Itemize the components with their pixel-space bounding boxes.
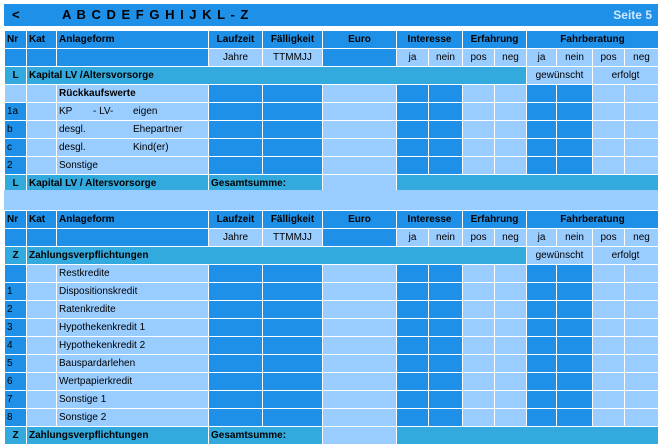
input-cell[interactable] xyxy=(557,373,593,391)
input-cell[interactable] xyxy=(495,409,527,427)
input-cell[interactable] xyxy=(625,409,659,427)
input-cell[interactable] xyxy=(527,337,557,355)
table-row xyxy=(5,319,659,337)
input-cell[interactable] xyxy=(463,103,495,121)
input-cell[interactable] xyxy=(323,355,397,373)
input-cell[interactable] xyxy=(527,157,557,175)
input-cell[interactable] xyxy=(209,373,263,391)
col-laufzeit: Laufzeit xyxy=(209,211,263,229)
input-cell[interactable] xyxy=(429,409,463,427)
input-cell[interactable] xyxy=(593,301,625,319)
letter-navigation-bar xyxy=(4,4,658,26)
row-kat-field[interactable] xyxy=(27,283,57,301)
input-cell[interactable] xyxy=(397,103,429,121)
sub-header-row xyxy=(5,229,659,247)
gesamtsumme-label: Gesamtsumme: xyxy=(209,175,323,193)
table-row xyxy=(5,121,659,139)
row-number: b xyxy=(5,121,27,139)
row-kat-field[interactable] xyxy=(27,319,57,337)
input-cell[interactable] xyxy=(463,301,495,319)
column-header-row xyxy=(5,211,659,229)
input-cell[interactable] xyxy=(209,103,263,121)
input-cell[interactable] xyxy=(593,265,625,283)
sub-header-row xyxy=(5,49,659,67)
input-cell[interactable] xyxy=(557,139,593,157)
input-cell[interactable] xyxy=(593,103,625,121)
row-label xyxy=(57,157,209,175)
input-cell[interactable] xyxy=(429,103,463,121)
input-cell[interactable] xyxy=(495,139,527,157)
input-cell[interactable] xyxy=(527,355,557,373)
input-cell[interactable] xyxy=(263,121,323,139)
row-label: Restkredite xyxy=(57,265,209,283)
previous-page-link[interactable]: < xyxy=(12,7,20,22)
input-cell[interactable] xyxy=(263,157,323,175)
input-cell[interactable] xyxy=(527,409,557,427)
section-code: Z xyxy=(5,247,27,265)
input-cell[interactable] xyxy=(527,103,557,121)
input-cell[interactable] xyxy=(593,157,625,175)
row-label: Sonstige 1 xyxy=(57,391,209,409)
table-row xyxy=(5,391,659,409)
col-kat: Kat xyxy=(27,31,57,49)
row-label: Dispositionskredit xyxy=(57,283,209,301)
row-label xyxy=(57,139,209,157)
row-label: Ratenkredite xyxy=(57,301,209,319)
input-cell[interactable] xyxy=(263,319,323,337)
col-erfahrung: Erfahrung xyxy=(463,31,527,49)
section-total-row xyxy=(5,427,659,445)
col-interesse: Interesse xyxy=(397,31,463,49)
input-cell[interactable] xyxy=(209,121,263,139)
input-cell[interactable] xyxy=(463,319,495,337)
input-cell[interactable] xyxy=(323,373,397,391)
input-cell[interactable] xyxy=(397,355,429,373)
footer-code: Z xyxy=(5,427,27,445)
footer-title: Zahlungsverpflichtungen xyxy=(27,427,209,445)
unit-jahre: Jahre xyxy=(209,229,263,247)
row-number: 1a xyxy=(5,103,27,121)
input-cell[interactable] xyxy=(429,139,463,157)
section-title: Kapital LV /Altersvorsorge xyxy=(27,67,527,85)
input-cell[interactable] xyxy=(463,139,495,157)
input-cell[interactable] xyxy=(397,391,429,409)
input-cell[interactable] xyxy=(593,319,625,337)
input-cell[interactable] xyxy=(429,283,463,301)
input-cell[interactable] xyxy=(593,139,625,157)
row-number: 5 xyxy=(5,355,27,373)
col-anlageform: Anlageform xyxy=(57,31,209,49)
interesse-nein: nein xyxy=(429,229,463,247)
row-number: 6 xyxy=(5,373,27,391)
input-cell[interactable] xyxy=(397,409,429,427)
row-number: 1 xyxy=(5,283,27,301)
input-cell[interactable] xyxy=(323,283,397,301)
row-label: Sonstige 2 xyxy=(57,409,209,427)
table-row xyxy=(5,157,659,175)
input-cell[interactable] xyxy=(593,391,625,409)
col-interesse: Interesse xyxy=(397,211,463,229)
input-cell[interactable] xyxy=(263,301,323,319)
input-cell[interactable] xyxy=(397,319,429,337)
table-row xyxy=(5,283,659,301)
input-cell[interactable] xyxy=(209,355,263,373)
input-cell[interactable] xyxy=(429,391,463,409)
beratung-neg: neg xyxy=(625,49,659,67)
row-kat-field[interactable] xyxy=(27,121,57,139)
input-cell[interactable] xyxy=(527,283,557,301)
input-cell[interactable] xyxy=(557,283,593,301)
input-cell[interactable] xyxy=(625,319,659,337)
unit-ttmmjj: TTMMJJ xyxy=(263,229,323,247)
row-number: 7 xyxy=(5,391,27,409)
input-cell[interactable] xyxy=(209,157,263,175)
input-cell[interactable] xyxy=(557,103,593,121)
input-cell[interactable] xyxy=(263,283,323,301)
input-cell[interactable] xyxy=(557,265,593,283)
input-cell[interactable] xyxy=(263,103,323,121)
row-number: 2 xyxy=(5,301,27,319)
erfahrung-pos: pos xyxy=(463,229,495,247)
input-cell[interactable] xyxy=(495,121,527,139)
col-fachberatung: Fahrberatung xyxy=(527,211,659,229)
input-cell[interactable] xyxy=(625,283,659,301)
row-kat-field[interactable] xyxy=(27,301,57,319)
section-code: L xyxy=(5,67,27,85)
input-cell[interactable] xyxy=(323,265,397,283)
input-cell[interactable] xyxy=(557,409,593,427)
row-number: c xyxy=(5,139,27,157)
input-cell[interactable] xyxy=(397,265,429,283)
input-cell[interactable] xyxy=(557,319,593,337)
row-label-part: Ehepartner xyxy=(133,124,183,135)
section-title-row xyxy=(5,67,659,85)
input-cell[interactable] xyxy=(429,157,463,175)
col-anlageform: Anlageform xyxy=(57,211,209,229)
input-cell[interactable] xyxy=(495,103,527,121)
input-cell[interactable] xyxy=(625,103,659,121)
input-cell[interactable] xyxy=(495,337,527,355)
input-cell[interactable] xyxy=(209,337,263,355)
beratung-ja: ja xyxy=(527,229,557,247)
row-number: 2 xyxy=(5,157,27,175)
col-laufzeit: Laufzeit xyxy=(209,31,263,49)
input-cell[interactable] xyxy=(495,355,527,373)
footer-code: L xyxy=(5,175,27,193)
row-kat-field[interactable] xyxy=(27,265,57,283)
input-cell[interactable] xyxy=(263,373,323,391)
col-fachberatung: Fahrberatung xyxy=(527,31,659,49)
input-cell[interactable] xyxy=(625,355,659,373)
input-cell[interactable] xyxy=(323,157,397,175)
input-cell[interactable] xyxy=(495,391,527,409)
section-title-row xyxy=(5,247,659,265)
table-row xyxy=(5,103,659,121)
beratung-neg: neg xyxy=(625,229,659,247)
input-cell[interactable] xyxy=(495,283,527,301)
input-cell[interactable] xyxy=(495,301,527,319)
input-cell[interactable] xyxy=(209,139,263,157)
input-cell[interactable] xyxy=(625,337,659,355)
input-cell[interactable] xyxy=(323,121,397,139)
input-cell[interactable] xyxy=(263,409,323,427)
input-cell[interactable] xyxy=(323,301,397,319)
input-cell[interactable] xyxy=(323,103,397,121)
input-cell[interactable] xyxy=(625,265,659,283)
liabilities-table xyxy=(4,210,659,445)
input-cell[interactable] xyxy=(463,409,495,427)
input-cell[interactable] xyxy=(625,139,659,157)
row-label: Bauspardarlehen xyxy=(57,355,209,373)
input-cell[interactable] xyxy=(527,139,557,157)
table-row xyxy=(5,355,659,373)
input-cell[interactable] xyxy=(593,409,625,427)
page-number: Seite 5 xyxy=(613,8,652,22)
input-cell[interactable] xyxy=(557,391,593,409)
input-cell[interactable] xyxy=(557,301,593,319)
input-cell[interactable] xyxy=(323,319,397,337)
col-faelligkeit: Fälligkeit xyxy=(263,31,323,49)
row-kat-field[interactable] xyxy=(27,409,57,427)
input-cell[interactable] xyxy=(463,121,495,139)
row-number: 4 xyxy=(5,337,27,355)
section-separator xyxy=(4,190,658,210)
col-nr: Nr xyxy=(5,211,27,229)
input-cell[interactable] xyxy=(209,301,263,319)
erfahrung-neg: neg xyxy=(495,229,527,247)
input-cell[interactable] xyxy=(397,373,429,391)
total-euro-field[interactable] xyxy=(323,427,397,445)
input-cell[interactable] xyxy=(527,121,557,139)
gesamtsumme-label: Gesamtsumme: xyxy=(209,427,323,445)
row-label-part: eigen xyxy=(133,106,158,117)
input-cell[interactable] xyxy=(263,337,323,355)
erfolgt-label: erfolgt xyxy=(593,247,659,265)
input-cell[interactable] xyxy=(397,139,429,157)
input-cell[interactable] xyxy=(557,337,593,355)
input-cell[interactable] xyxy=(429,355,463,373)
table-row xyxy=(5,139,659,157)
col-kat: Kat xyxy=(27,211,57,229)
input-cell[interactable] xyxy=(527,265,557,283)
row-label xyxy=(57,103,209,121)
input-cell[interactable] xyxy=(495,157,527,175)
input-cell[interactable] xyxy=(209,265,263,283)
col-euro: Euro xyxy=(323,31,397,49)
row-label-part: desgl. xyxy=(59,124,86,135)
capital-table xyxy=(4,30,659,193)
input-cell[interactable] xyxy=(527,319,557,337)
input-cell[interactable] xyxy=(429,337,463,355)
subheading-row xyxy=(5,85,659,103)
input-cell[interactable] xyxy=(209,409,263,427)
input-cell[interactable] xyxy=(209,391,263,409)
input-cell[interactable] xyxy=(397,301,429,319)
unit-jahre: Jahre xyxy=(209,49,263,67)
interesse-ja: ja xyxy=(397,49,429,67)
input-cell[interactable] xyxy=(263,139,323,157)
input-cell[interactable] xyxy=(429,301,463,319)
table-row xyxy=(5,409,659,427)
section-title: Zahlungsverpflichtungen xyxy=(27,247,527,265)
input-cell[interactable] xyxy=(463,355,495,373)
row-kat-field[interactable] xyxy=(27,391,57,409)
gewuenscht-label: gewünscht xyxy=(527,247,593,265)
input-cell[interactable] xyxy=(527,391,557,409)
input-cell[interactable] xyxy=(429,373,463,391)
col-nr: Nr xyxy=(5,31,27,49)
beratung-ja: ja xyxy=(527,49,557,67)
input-cell[interactable] xyxy=(463,337,495,355)
interesse-nein: nein xyxy=(429,49,463,67)
input-cell[interactable] xyxy=(527,301,557,319)
unit-ttmmjj: TTMMJJ xyxy=(263,49,323,67)
input-cell[interactable] xyxy=(557,121,593,139)
alphabet-index[interactable]: A B C D E F G H I J K L - Z xyxy=(62,7,250,22)
input-cell[interactable] xyxy=(397,157,429,175)
erfolgt-label: erfolgt xyxy=(593,67,659,85)
input-cell[interactable] xyxy=(323,391,397,409)
input-cell[interactable] xyxy=(593,121,625,139)
interesse-ja: ja xyxy=(397,229,429,247)
input-cell[interactable] xyxy=(263,391,323,409)
beratung-pos: pos xyxy=(593,49,625,67)
input-cell[interactable] xyxy=(397,283,429,301)
input-cell[interactable] xyxy=(397,121,429,139)
input-cell[interactable] xyxy=(397,337,429,355)
input-cell[interactable] xyxy=(625,121,659,139)
beratung-pos: pos xyxy=(593,229,625,247)
row-label xyxy=(57,121,209,139)
row-kat-field[interactable] xyxy=(27,373,57,391)
table-row xyxy=(5,301,659,319)
beratung-nein: nein xyxy=(557,229,593,247)
input-cell[interactable] xyxy=(625,391,659,409)
input-cell[interactable] xyxy=(323,337,397,355)
input-cell[interactable] xyxy=(323,139,397,157)
beratung-nein: nein xyxy=(557,49,593,67)
input-cell[interactable] xyxy=(495,319,527,337)
erfahrung-neg: neg xyxy=(495,49,527,67)
input-cell[interactable] xyxy=(625,157,659,175)
table-row xyxy=(5,265,659,283)
subheading-rueckkaufswerte: Rückkaufswerte xyxy=(57,85,209,103)
input-cell[interactable] xyxy=(429,265,463,283)
row-kat-field[interactable] xyxy=(27,103,57,121)
row-kat-field[interactable] xyxy=(27,337,57,355)
input-cell[interactable] xyxy=(263,355,323,373)
input-cell[interactable] xyxy=(323,409,397,427)
input-cell[interactable] xyxy=(593,337,625,355)
input-cell[interactable] xyxy=(593,373,625,391)
input-cell[interactable] xyxy=(209,283,263,301)
row-label: Wertpapierkredit xyxy=(57,373,209,391)
input-cell[interactable] xyxy=(463,157,495,175)
row-kat-field[interactable] xyxy=(27,355,57,373)
row-label-part: Kind(er) xyxy=(133,142,169,153)
input-cell[interactable] xyxy=(463,265,495,283)
input-cell[interactable] xyxy=(463,391,495,409)
col-euro: Euro xyxy=(323,211,397,229)
row-label-part: KP xyxy=(59,106,73,117)
input-cell[interactable] xyxy=(593,283,625,301)
row-label-part: - LV- xyxy=(93,106,114,117)
input-cell[interactable] xyxy=(527,373,557,391)
input-cell[interactable] xyxy=(429,121,463,139)
gewuenscht-label: gewünscht xyxy=(527,67,593,85)
row-label-part: Sonstige xyxy=(59,160,98,171)
input-cell[interactable] xyxy=(263,265,323,283)
row-kat-field[interactable] xyxy=(27,157,57,175)
table-row xyxy=(5,373,659,391)
table-row xyxy=(5,337,659,355)
input-cell[interactable] xyxy=(463,283,495,301)
input-cell[interactable] xyxy=(625,301,659,319)
row-number: 8 xyxy=(5,409,27,427)
row-kat-field[interactable] xyxy=(27,139,57,157)
row-label-part: desgl. xyxy=(59,142,86,153)
row-number xyxy=(5,265,27,283)
row-number: 3 xyxy=(5,319,27,337)
input-cell[interactable] xyxy=(495,373,527,391)
input-cell[interactable] xyxy=(625,373,659,391)
input-cell[interactable] xyxy=(463,373,495,391)
erfahrung-pos: pos xyxy=(463,49,495,67)
row-label: Hypothekenkredit 2 xyxy=(57,337,209,355)
input-cell[interactable] xyxy=(429,319,463,337)
row-label: Hypothekenkredit 1 xyxy=(57,319,209,337)
col-erfahrung: Erfahrung xyxy=(463,211,527,229)
input-cell[interactable] xyxy=(209,319,263,337)
column-header-row xyxy=(5,31,659,49)
input-cell[interactable] xyxy=(593,355,625,373)
input-cell[interactable] xyxy=(557,157,593,175)
input-cell[interactable] xyxy=(495,265,527,283)
footer-title: Kapital LV / Altersvorsorge xyxy=(27,175,209,193)
col-faelligkeit: Fälligkeit xyxy=(263,211,323,229)
input-cell[interactable] xyxy=(557,355,593,373)
